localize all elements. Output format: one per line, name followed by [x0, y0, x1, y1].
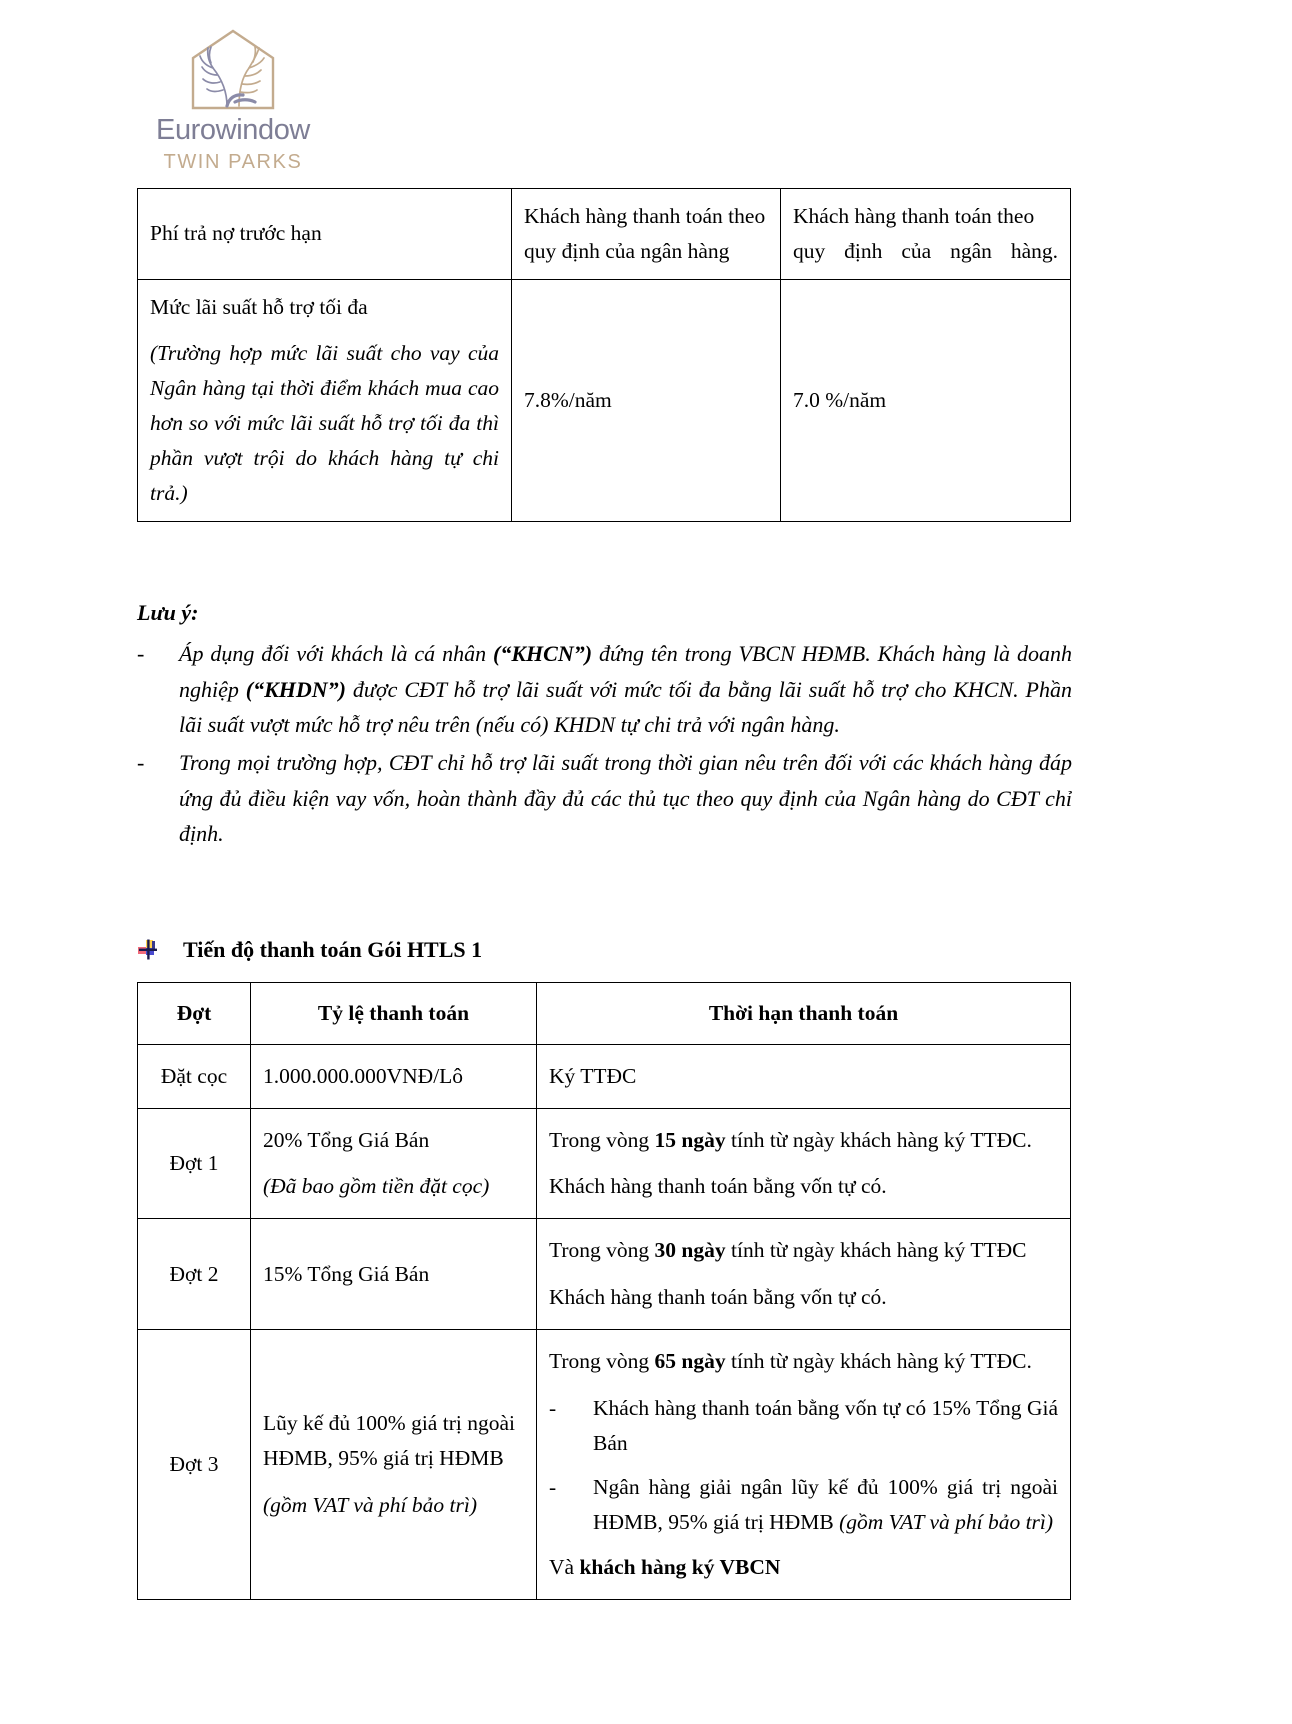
ratio-note: (Đã bao gồm tiền đặt cọc)	[263, 1174, 490, 1199]
list-dash: -	[549, 1395, 557, 1420]
list-text-italic: (gồm VAT và phí bảo trì)	[839, 1510, 1054, 1535]
term-footer: Và khách hàng ký VBCN	[549, 1555, 781, 1580]
term-line: Ký TTĐC	[549, 1063, 637, 1088]
list-dash: -	[137, 641, 145, 666]
list-text: Khách hàng thanh toán bằng vốn tự có 15% Tổng Giá Bán	[593, 1395, 1058, 1455]
table-row	[138, 1219, 1071, 1330]
list-text: Ngân hàng giải ngân lũy kế đủ 100% giá trị ngoài HĐMB, 95% giá trị HĐMB (gồm VAT và phí bảo trì)	[593, 1475, 1058, 1535]
rate-label-note: (Trường hợp mức lãi suất cho vay của Ngân hàng tại thời điểm khách mua cao hơn so với mức lãi suất hỗ trợ tối đa thì phần vượt trội do khách hàng tự chi trả.)	[150, 341, 499, 505]
term-line: Trong vòng 15 ngày tính từ ngày khách hàng ký TTĐC.	[549, 1127, 1032, 1152]
term-line: Khách hàng thanh toán bằng vốn tự có.	[549, 1174, 887, 1199]
note-text: Trong mọi trường hợp, CĐT chỉ hỗ trợ lãi suất trong thời gian nêu trên đối với các khách hàng đáp ứng đủ điều kiện vay vốn, hoàn thành đầy đủ các thủ tục theo quy định của Ngân hàng do CĐT chỉ định.	[179, 749, 1072, 847]
list-item	[137, 745, 1072, 852]
fee-col3-cell: Khách hàng thanh toán theo quy định của ngân hàng.	[781, 189, 1071, 280]
ratio-cell	[251, 1329, 537, 1599]
term-footer-bold: khách hàng ký VBCN	[579, 1555, 781, 1580]
fee-label: Phí trả nợ trước hạn	[150, 221, 322, 246]
brand-logo	[103, 28, 363, 172]
stage-cell: Đợt 3	[138, 1329, 251, 1599]
section-heading	[137, 936, 482, 965]
stage-cell: Đợt 1	[138, 1108, 251, 1219]
ratio-main: 20% Tổng Giá Bán	[263, 1127, 430, 1152]
column-header-ratio: Tỷ lệ thanh toán	[251, 983, 537, 1045]
logo-wordmark: Eurowindow	[156, 114, 310, 146]
rate-col2-cell: 7.8%/năm	[512, 279, 781, 521]
term-cell	[537, 1044, 1071, 1108]
house-tree-logo-icon	[187, 28, 279, 112]
column-header-stage: Đợt	[138, 983, 251, 1045]
ratio-cell: 15% Tổng Giá Bán	[251, 1219, 537, 1330]
term-cell	[537, 1329, 1071, 1599]
heading-label: Tiến độ thanh toán Gói HTLS 1	[183, 937, 483, 962]
payment-schedule-table	[137, 982, 1071, 1600]
note-bold-khcn: (“KHCN”)	[493, 641, 593, 666]
table-row	[138, 279, 1071, 521]
stage-cell: Đợt 2	[138, 1219, 251, 1330]
table-row	[138, 1108, 1071, 1219]
term-cell	[537, 1219, 1071, 1330]
four-color-plus-bullet-icon	[137, 939, 159, 961]
rate-label: Mức lãi suất hỗ trợ tối đa	[150, 294, 368, 319]
term-days: 65 ngày	[654, 1348, 726, 1373]
logo-subtitle: TWIN PARKS	[163, 151, 303, 173]
table-row	[138, 1329, 1071, 1599]
stage-cell: Đặt cọc	[138, 1044, 251, 1108]
rate-col3-cell: 7.0 %/năm	[781, 279, 1071, 521]
ratio-note: (gồm VAT và phí bảo trì)	[263, 1492, 477, 1517]
ratio-cell: 1.000.000.000VNĐ/Lô	[251, 1044, 537, 1108]
note-bold-khdn: (“KHDN”)	[245, 676, 347, 702]
term-cell	[537, 1108, 1071, 1219]
list-item	[137, 636, 1072, 743]
ratio-main: Lũy kế đủ 100% giá trị ngoài HĐMB, 95% giá trị HĐMB	[263, 1411, 515, 1471]
rate-label-cell	[138, 279, 512, 521]
list-item	[549, 1391, 1058, 1461]
table-header-row	[138, 983, 1071, 1045]
list-dash: -	[137, 749, 145, 775]
fees-table	[137, 188, 1071, 522]
list-item	[549, 1470, 1058, 1540]
ratio-cell	[251, 1108, 537, 1219]
list-dash: -	[549, 1475, 557, 1500]
column-header-term: Thời hạn thanh toán	[537, 983, 1071, 1045]
term-days: 30 ngày	[654, 1238, 726, 1263]
fee-col2-cell: Khách hàng thanh toán theo quy định của ngân hàng	[512, 189, 781, 280]
table-row	[138, 1044, 1071, 1108]
term-line: Trong vòng 65 ngày tính từ ngày khách hàng ký TTĐC.	[549, 1348, 1032, 1373]
notes-title: Lưu ý:	[137, 600, 199, 625]
term-line: Khách hàng thanh toán bằng vốn tự có.	[549, 1285, 887, 1310]
fee-label-cell	[138, 189, 512, 280]
note-text: Áp dụng đối với khách là cá nhân (“KHCN”) đứng tên trong VBCN HĐMB. Khách hàng là doanh nghiệp (“KHDN”) được CĐT hỗ trợ lãi suất với mức tối đa bằng lãi suất hỗ trợ cho KHCN. Phần lãi suất vượt mức hỗ trợ nêu trên (nếu có) KHDN tự chi trả với ngân hàng.	[179, 641, 1072, 738]
term-line: Trong vòng 30 ngày tính từ ngày khách hàng ký TTĐC	[549, 1238, 1027, 1263]
term-days: 15 ngày	[654, 1127, 726, 1152]
notes-section	[137, 596, 1072, 854]
table-row	[138, 189, 1071, 280]
